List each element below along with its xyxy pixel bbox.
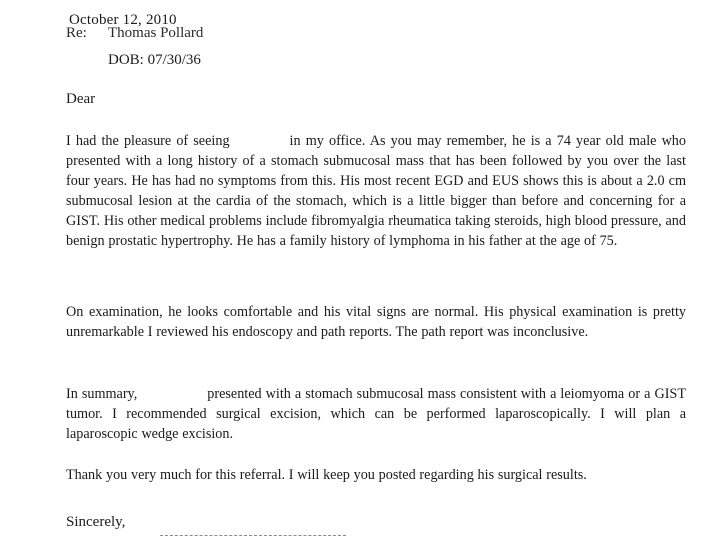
- letter-date: October 12, 2010: [69, 12, 177, 28]
- paragraph-examination: On examination, he looks comfortable and his vital signs are normal. His physical examination is pretty unremarkable I reviewed his endoscopy and path reports. The path report was inconclusive.: [66, 304, 686, 340]
- paragraph-thanks: Thank you very much for this referral. I will keep you posted regarding his surgical results.: [66, 467, 587, 483]
- paragraph-history-start: I had the pleasure of seeing: [66, 133, 230, 149]
- paragraph-summary-rest: presented with a stomach submucosal mass consistent with a leiomyoma or a GIST tumor. I recommended surgical excision, which can be performed laparoscopically. I will plan a laparoscopic wedge excision.: [66, 386, 686, 442]
- date-of-birth: DOB: 07/30/36: [108, 52, 201, 68]
- paragraph-summary-start: In summary,: [66, 386, 138, 402]
- paragraph-summary: [66, 384, 686, 444]
- signature-line: [160, 535, 346, 536]
- salutation: Dear: [66, 91, 96, 107]
- re-label: Re:: [66, 25, 87, 41]
- paragraph-history: [66, 131, 686, 251]
- re-line: [66, 25, 266, 48]
- paragraph-history-rest: in my office. As you may remember, he is a 74 year old male who presented with a long history of a stomach submucosal mass that has been followed by you over the last four years. He has had no symptoms from this. His most recent EGD and EUS shows this is about a 2.0 cm submucosal lesion at the cardia of the stomach, which is a little bigger than before and concerning for a GIST. His other medical problems include fibromyalgia rheumatica taking steroids, high blood pressure, and benign prostatic hypertrophy. He has a family history of lymphoma in his father at the age of 75.: [66, 133, 686, 249]
- patient-name: Thomas Pollard: [108, 25, 204, 41]
- closing: Sincerely,: [66, 514, 126, 530]
